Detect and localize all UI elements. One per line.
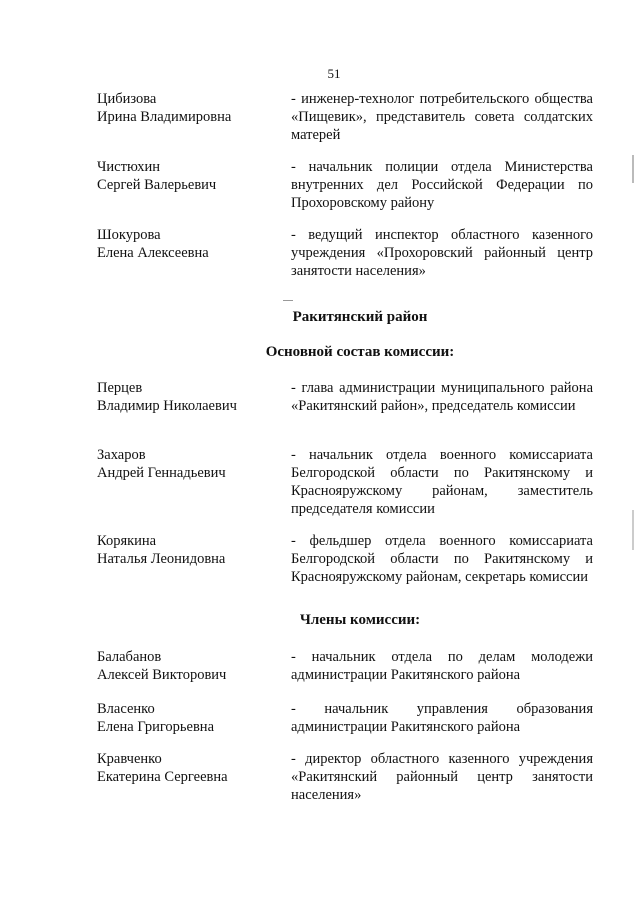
person-given-names: Наталья Леонидовна	[97, 551, 226, 567]
person-name	[97, 90, 282, 126]
person-given-names: Алексей Викторович	[97, 667, 227, 683]
person-role: - фельдшер отдела военного комиссариата Белгородской области по Ракитянскому и Краснояружскому районам, секретарь комиссии	[291, 533, 593, 585]
person-role: - начальник управления образования администрации Ракитянского района	[291, 701, 593, 735]
person-role: - ведущий инспектор областного казенного учреждения «Прохоровский районный центр занятости населения»	[291, 227, 593, 279]
person-role: - начальник отдела военного комиссариата Белгородской области по Ракитянскому и Краснояружскому районам, заместитель председателя комиссии	[291, 447, 593, 517]
person-name	[97, 158, 282, 194]
person-surname: Чистюхин	[97, 159, 160, 175]
person-given-names: Екатерина Сергеевна	[97, 769, 228, 785]
person-role: - директор областного казенного учреждения «Ракитянский районный центр занятости населения»	[291, 751, 593, 803]
person-surname: Власенко	[97, 701, 155, 717]
scan-mark	[632, 155, 634, 183]
person-given-names: Сергей Валерьевич	[97, 177, 217, 193]
person-name	[97, 750, 282, 786]
person-role: - начальник полиции отдела Министерства внутренних дел Российской Федерации по Прохоровскому району	[291, 159, 593, 211]
page-number: 51	[327, 66, 341, 81]
scan-mark	[283, 300, 293, 301]
person-given-names: Елена Алексеевна	[97, 245, 209, 261]
person-surname: Перцев	[97, 380, 143, 396]
person-name	[97, 700, 282, 736]
person-surname: Кравченко	[97, 751, 162, 767]
person-given-names: Ирина Владимировна	[97, 109, 232, 125]
person-name	[97, 532, 282, 568]
person-given-names: Елена Григорьевна	[97, 719, 215, 735]
person-surname: Захаров	[97, 447, 146, 463]
person-name	[97, 379, 282, 415]
person-name	[97, 648, 282, 684]
members-heading: Члены комиссии:	[299, 612, 421, 628]
main-committee-heading: Основной состав комиссии:	[265, 344, 455, 360]
person-role: - глава администрации муниципального района «Ракитянский район», председатель комиссии	[291, 380, 593, 414]
scan-mark	[632, 510, 634, 550]
person-name	[97, 446, 282, 482]
person-name	[97, 226, 282, 262]
person-given-names: Владимир Николаевич	[97, 398, 237, 414]
person-surname: Балабанов	[97, 649, 162, 665]
person-surname: Шокурова	[97, 227, 161, 243]
person-role: - начальник отдела по делам молодежи администрации Ракитянского района	[291, 649, 593, 683]
person-role: - инженер-технолог потребительского общества «Пищевик», представитель совета солдатских матерей	[291, 91, 593, 143]
person-given-names: Андрей Геннадьевич	[97, 465, 226, 481]
district-title: Ракитянский район	[292, 309, 428, 325]
person-surname: Корякина	[97, 533, 157, 549]
person-surname: Цибизова	[97, 91, 157, 107]
